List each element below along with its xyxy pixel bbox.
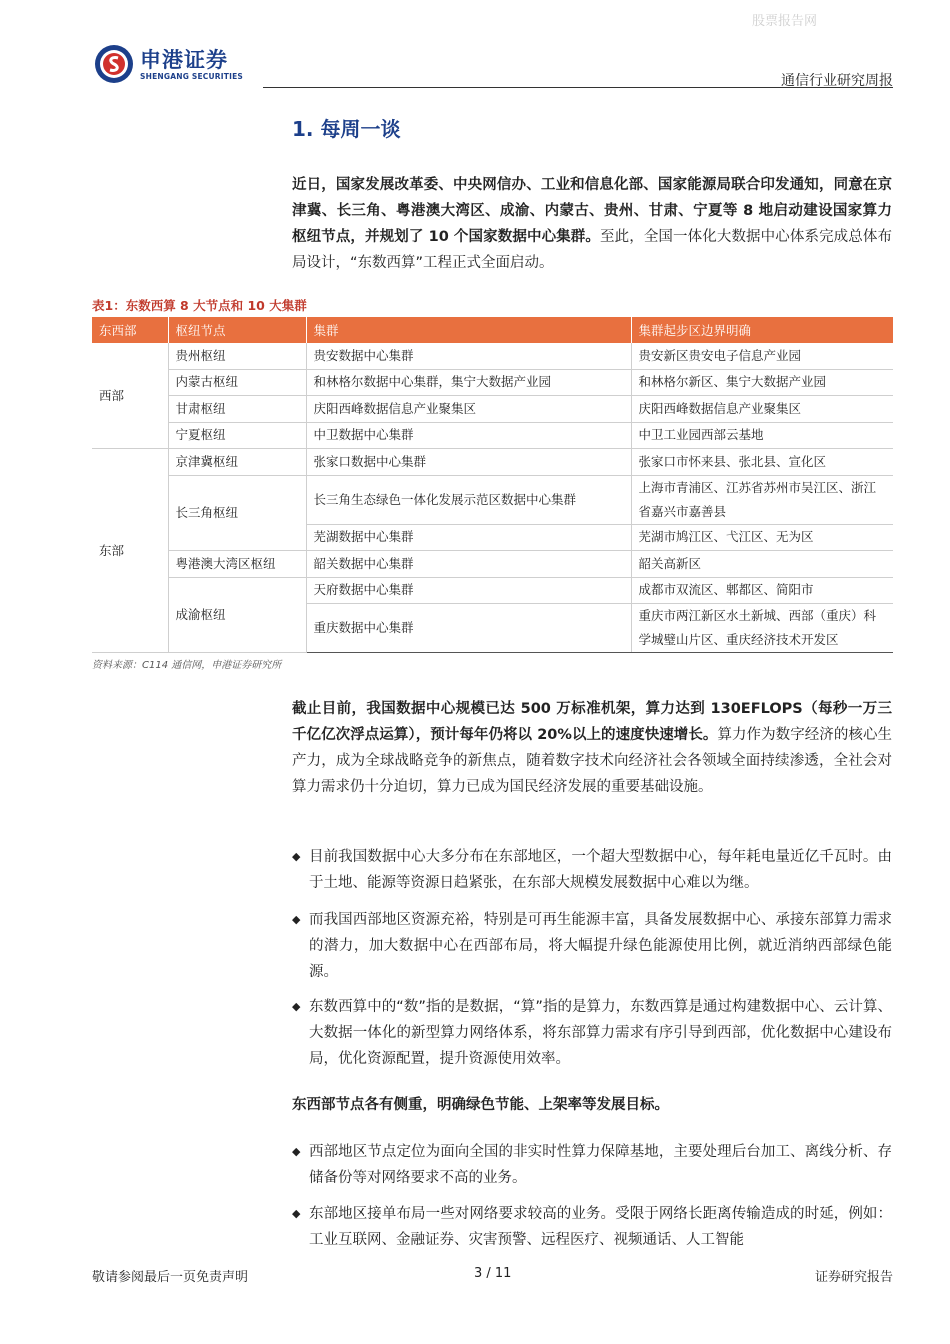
scale-normal-text: 算力作为数字经济的核心生产力，成为全球战略竞争的新焦点，随着数字技术向经济社会各领域全面持续渗透，全社会对算力需求仍十分迫切，算力已成为国民经济发展的重要基础设施。 <box>292 727 892 795</box>
hub-cell: 粤港澳大湾区枢纽 <box>168 551 306 578</box>
cluster-cell: 张家口数据中心集群 <box>306 449 631 476</box>
subheading: 东西部节点各有侧重，明确绿色节能、上架率等发展目标。 <box>292 1097 669 1113</box>
watermark: 股票报告网 <box>752 14 818 29</box>
hub-cell: 甘肃枢纽 <box>168 396 306 423</box>
cluster-cell: 天府数据中心集群 <box>306 577 631 604</box>
section-title: 1. 每周一谈 <box>292 117 401 141</box>
table-source: 资料来源：C114 通信网，申港证券研究所 <box>92 660 282 671</box>
intro-paragraph <box>292 172 892 276</box>
list-item <box>292 1201 892 1253</box>
scale-paragraph <box>292 696 892 800</box>
hub-cell: 内蒙古枢纽 <box>168 369 306 396</box>
boundary-cell: 重庆市两江新区水土新城、西部（重庆）科学城璧山片区、重庆经济技术开发区 <box>631 604 893 653</box>
table-header-cell: 枢纽节点 <box>168 317 306 343</box>
company-logo <box>94 44 243 84</box>
boundary-cell: 张家口市怀来县、张北县、宣化区 <box>631 449 893 476</box>
boundary-cell: 和林格尔新区、集宁大数据产业园 <box>631 369 893 396</box>
list-item <box>292 1139 892 1191</box>
hub-cluster-table <box>92 317 893 653</box>
hub-cell: 京津冀枢纽 <box>168 449 306 476</box>
boundary-cell: 中卫工业园西部云基地 <box>631 422 893 449</box>
cluster-cell: 重庆数据中心集群 <box>306 604 631 653</box>
boundary-cell: 成都市双流区、郫都区、简阳市 <box>631 577 893 604</box>
diamond-bullet-icon: ◆ <box>292 1207 301 1220</box>
cluster-cell: 贵安数据中心集群 <box>306 343 631 369</box>
bullet-text: 西部地区节点定位为面向全国的非实时性算力保障基地，主要处理后台加工、离线分析、存储备份等对网络要求不高的业务。 <box>309 1144 892 1186</box>
cluster-cell: 韶关数据中心集群 <box>306 551 631 578</box>
table-row <box>92 551 893 578</box>
page-number: 3 / 11 <box>474 1266 512 1281</box>
bullet-text: 东部地区接单布局一些对网络要求较高的业务。受限于网络长距离传输造成的时延，例如：工业互联网、金融证券、灾害预警、远程医疗、视频通话、人工智能 <box>309 1206 892 1248</box>
hub-cell: 成渝枢纽 <box>168 577 306 653</box>
table-header-cell: 集群 <box>306 317 631 343</box>
table-row <box>92 369 893 396</box>
bullet-text: 东数西算中的“数”指的是数据，“算”指的是算力，东数西算是通过构建数据中心、云计算、大数据一体化的新型算力网络体系，将东部算力需求有序引导到西部，优化数据中心建设布局，优化资源配置，提升资源使用效率。 <box>309 999 892 1067</box>
table-caption: 表1：东数西算 8 大节点和 10 大集群 <box>92 298 307 313</box>
diamond-bullet-icon: ◆ <box>292 913 301 926</box>
cluster-cell: 中卫数据中心集群 <box>306 422 631 449</box>
hub-cell: 宁夏枢纽 <box>168 422 306 449</box>
cluster-cell: 和林格尔数据中心集群，集宁大数据产业园 <box>306 369 631 396</box>
diamond-bullet-icon: ◆ <box>292 1000 301 1013</box>
table-header-cell: 东西部 <box>92 317 168 343</box>
table-row <box>92 422 893 449</box>
diamond-bullet-icon: ◆ <box>292 850 301 863</box>
cluster-cell: 庆阳西峰数据信息产业聚集区 <box>306 396 631 423</box>
list-item <box>292 844 892 896</box>
cluster-cell: 芜湖数据中心集群 <box>306 524 631 551</box>
disclaimer-note: 敬请参阅最后一页免责声明 <box>92 1270 249 1285</box>
company-name-en: SHENGANG SECURITIES <box>140 71 243 81</box>
bullet-text: 而我国西部地区资源充裕，特别是可再生能源丰富，具备发展数据中心、承接东部算力需求的潜力，加大数据中心在西部布局，将大幅提升绿色能源使用比例，就近消纳西部绿色能源。 <box>309 912 892 980</box>
region-cell: 东部 <box>92 449 168 653</box>
hub-cell: 长三角枢纽 <box>168 475 306 551</box>
hub-cell: 贵州枢纽 <box>168 343 306 369</box>
table-header-cell: 集群起步区边界明确 <box>631 317 893 343</box>
region-cell: 西部 <box>92 343 168 449</box>
boundary-cell: 芜湖市鸠江区、弋江区、无为区 <box>631 524 893 551</box>
report-type: 通信行业研究周报 <box>781 73 893 89</box>
table-row <box>92 343 893 369</box>
list-item <box>292 907 892 985</box>
intro-normal-text: 至此，全国一体化大数据中心体系完成总体布局设计，“东数西算”工程正式全面启动。 <box>292 229 893 271</box>
report-category: 证券研究报告 <box>814 1270 893 1285</box>
boundary-cell: 贵安新区贵安电子信息产业园 <box>631 343 893 369</box>
table-row <box>92 449 893 476</box>
logo-emblem-icon <box>94 44 134 84</box>
table-header-row <box>92 317 893 343</box>
scale-bold-text: 截止目前，我国数据中心规模已达 500 万标准机架，算力达到 130EFLOPS（每秒一万三千亿亿次浮点运算），预计每年仍将以 20%以上的速度快速增长。 <box>292 701 892 743</box>
boundary-cell: 庆阳西峰数据信息产业聚集区 <box>631 396 893 423</box>
boundary-cell: 上海市青浦区、江苏省苏州市吴江区、浙江省嘉兴市嘉善县 <box>631 475 893 524</box>
intro-bold-text: 近日，国家发展改革委、中央网信办、工业和信息化部、国家能源局联合印发通知，同意在京津冀、长三角、粤港澳大湾区、成渝、内蒙古、贵州、甘肃、宁夏等 8 地启动建设国家算力枢纽节点，并规划了 10 个国家数据中心集群。 <box>292 177 892 245</box>
table-row <box>92 475 893 524</box>
boundary-cell: 韶关高新区 <box>631 551 893 578</box>
diamond-bullet-icon: ◆ <box>292 1145 301 1158</box>
company-name-cn: 申港证券 <box>140 47 228 72</box>
bullet-text: 目前我国数据中心大多分布在东部地区，一个超大型数据中心，每年耗电量近亿千瓦时。由于土地、能源等资源日趋紧张，在东部大规模发展数据中心难以为继。 <box>309 849 892 891</box>
header-divider <box>263 87 893 88</box>
list-item <box>292 994 892 1072</box>
table-row <box>92 577 893 604</box>
cluster-cell: 长三角生态绿色一体化发展示范区数据中心集群 <box>306 475 631 524</box>
table-row <box>92 396 893 423</box>
